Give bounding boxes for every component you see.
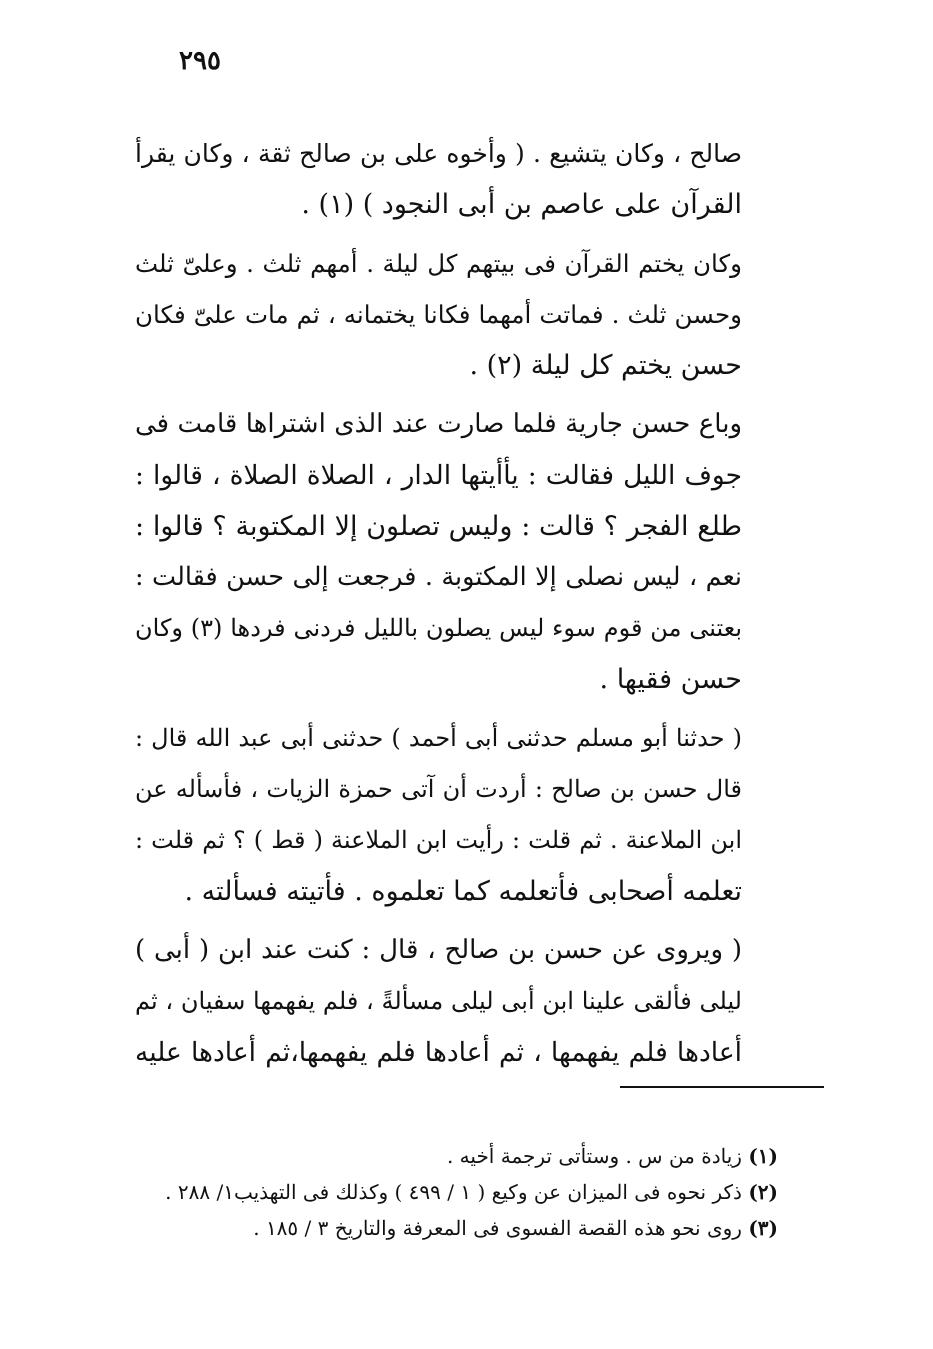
text-line: ( حدثنا أبو مسلم حدثنى أبى أحمد ) حدثنى أبى عبد الله قال : <box>135 724 742 752</box>
text-line: بعتنى من قوم سوء ليس يصلون بالليل فردنى فردها (٣) وكان <box>135 614 743 642</box>
paragraph <box>135 238 742 391</box>
main-text <box>135 128 742 1086</box>
footnote <box>120 1138 778 1174</box>
text-line: صالح ، وكان يتشيع . ( وأخوه على بن صالح ثقة ، وكان يقرأ <box>135 139 742 168</box>
text-line: القرآن على عاصم بن أبى النجود ) (١) . <box>301 189 742 220</box>
footnotes <box>120 1138 778 1246</box>
paragraph <box>135 128 742 230</box>
page-number: ٢٩٥ <box>179 46 221 76</box>
text-line: وحسن ثلث . فماتت أمهما فكانا يختمانه ، ثم مات علىّ فكان <box>135 300 742 329</box>
text-line: حسن فقيها . <box>599 664 742 695</box>
text-line: وكان يختم القرآن فى بيتهم كل ليلة . أمهم ثلث . وعلىّ ثلث <box>135 249 742 278</box>
footnote-text: زيادة من س . وستأتى ترجمة أخيه . <box>446 1144 742 1168</box>
text-line: حسن يختم كل ليلة (٢) . <box>469 350 742 381</box>
text-line: ليلى فألقى علينا ابن أبى ليلى مسألةً ، فلم يفهمها سفيان ، ثم <box>135 987 742 1015</box>
text-line: قال حسن بن صالح : أردت أن آتى حمزة الزيات ، فأسأله عن <box>135 775 742 803</box>
paragraph <box>135 399 742 705</box>
text-line: وباع حسن جارية فلما صارت عند الذى اشتراها قامت فى <box>135 409 742 439</box>
footnote-separator <box>620 1086 824 1088</box>
footnote-number: (٢) <box>748 1180 778 1204</box>
footnote <box>120 1174 778 1210</box>
footnote-text: ذكر نحوه فى الميزان عن وكيع ( ١ / ٤٩٩ ) وكذلك فى التهذيب١/ ٢٨٨ . <box>165 1180 742 1204</box>
text-line: نعم ، ليس نصلى إلا المكتوبة . فرجعت إلى حسن فقالت : <box>135 562 742 592</box>
paragraph <box>135 925 742 1078</box>
text-line: جوف الليل فقالت : يأأيتها الدار ، الصلاة الصلاة ، قالوا : <box>135 460 742 491</box>
text-line: ابن الملاعنة . ثم قلت : رأيت ابن الملاعنة ( قط ) ؟ ثم قلت : <box>135 826 742 854</box>
footnote <box>120 1210 778 1246</box>
footnote-number: (١) <box>748 1144 778 1168</box>
text-line: ( ويروى عن حسن بن صالح ، قال : كنت عند ابن ( أبى ) <box>135 935 742 965</box>
footnote-number: (٣) <box>748 1216 778 1240</box>
text-line: طلع الفجر ؟ قالت : وليس تصلون إلا المكتوبة ؟ قالوا : <box>135 511 742 542</box>
footnote-text: روى نحو هذه القصة الفسوى فى المعرفة والتاريخ ٣ / ١٨٥ . <box>253 1216 742 1240</box>
text-line: تعلمه أصحابى فأتعلمه كما تعلموه . فأتيته فسألته . <box>184 876 742 907</box>
paragraph <box>135 713 742 917</box>
text-line: أعادها فلم يفهمها ، ثم أعادها فلم يفهمها،ثم أعادها عليه <box>135 1037 742 1068</box>
